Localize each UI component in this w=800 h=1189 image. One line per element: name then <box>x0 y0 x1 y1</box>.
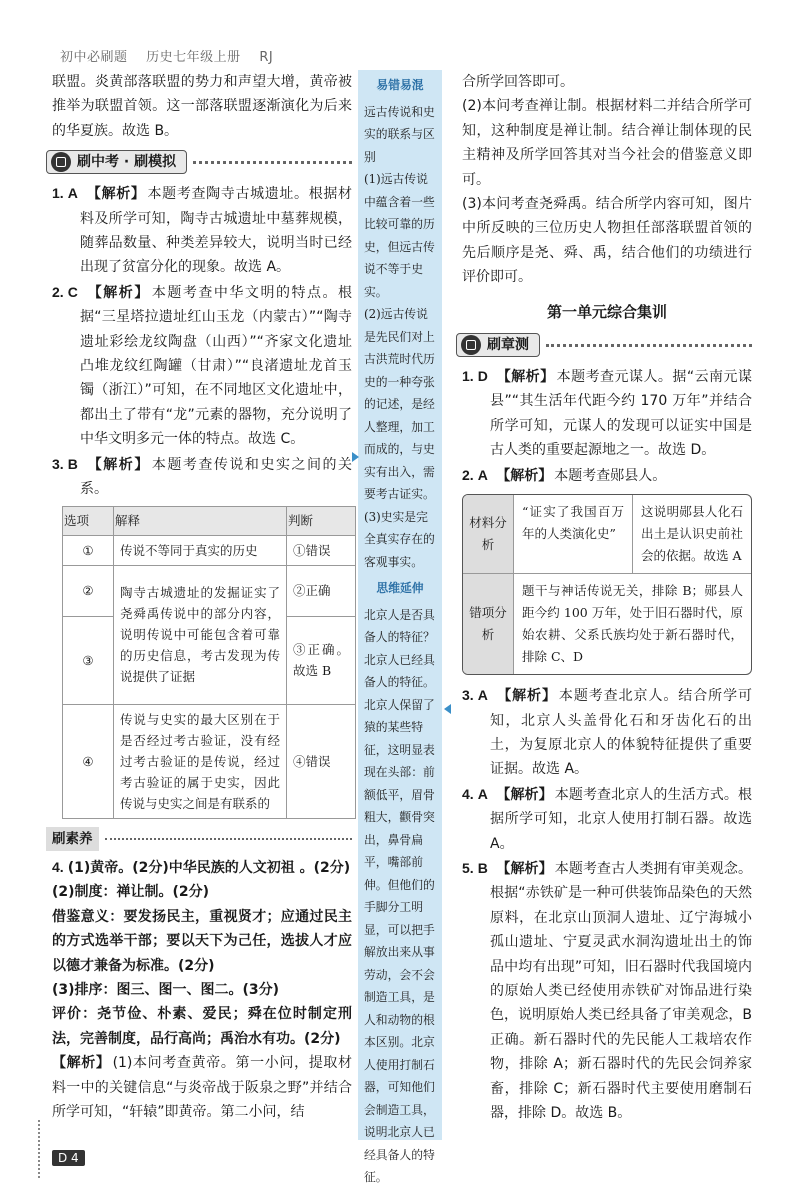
book-icon <box>461 335 481 355</box>
question-number: 3. <box>52 455 64 472</box>
book-icon <box>51 152 71 172</box>
page-header <box>60 46 287 65</box>
left-column <box>52 70 352 1124</box>
answer-item <box>52 181 352 280</box>
pointer-arrow-icon <box>352 452 359 462</box>
analysis-text: 本题考查陶寺古城遗址。根据材料及所学可知，陶寺古城遗址中墓葬规模，随葬品数量、种类差异较大，说明当时已经出现了贫富分化的现象。故选 A。 <box>80 186 353 276</box>
answer-text: 评价：尧节俭、朴素、爱民；舜在位时制定刑法，完善制度，品行高尚；禹治水有功。(2分) <box>52 1006 352 1047</box>
side-text: (1)远古传说中蕴含着一些比较可靠的历史，但远古传说不等于史实。 <box>364 172 435 299</box>
section-badge <box>46 150 187 174</box>
section-bar-zhangce <box>456 332 752 358</box>
answer-item <box>52 452 352 502</box>
answer-letter: C <box>67 283 78 300</box>
section-bar-suyang <box>46 827 352 851</box>
table-cell: 传说与史实的最大区别在于是否经过考古验证，没有经过考古验证的是传说，经过考古验证的属于史实，因此传说与史实之间是有联系的 <box>114 704 287 818</box>
analysis-text: 本题考查北京人的生活方式。根据所学可知，北京人使用打制石器。故选 A。 <box>490 786 753 852</box>
answer-letter: D <box>477 368 488 385</box>
answer-line <box>52 880 352 904</box>
analysis-text: 本题考查郧县人。 <box>554 467 667 484</box>
answer-item <box>462 782 752 856</box>
analysis-text: 本题考查中华文明的特点。根据“三星塔拉遗址红山玉龙（内蒙古）”“陶寺遗址彩绘龙纹陶盘（山西）”“齐家文化遗址凸堆龙纹红陶罐（甘肃）”“良渚遗址龙首玉镯（浙江）”可知，在不同地区文化遗址中，都出土了带有“龙”元素的器物，充分说明了中华文明多元一体的特点。故选 C。 <box>80 284 353 448</box>
side-title: 思维延伸 <box>376 581 424 595</box>
header-subject: 历史七年级上册 <box>146 50 241 65</box>
table-cell: ② <box>63 565 114 616</box>
analysis-tag: 【解析】 <box>496 467 553 484</box>
side-title: 易错易混 <box>376 78 424 92</box>
answer-item <box>462 463 752 488</box>
answer-item <box>52 855 352 880</box>
analysis-text: 本题考查传说和史实之间的关系。 <box>80 456 353 498</box>
box-row <box>463 574 751 674</box>
box-content <box>514 495 751 573</box>
box-cell: 题干与神话传说无关，排除 B；郧县人距今约 100 万年，处于旧石器时代，原始农耕、父系氏族均处于新石器时代，排除 C、D <box>522 583 743 665</box>
table-cell: ① <box>63 535 114 565</box>
table-cell: ③正确。故选 B <box>287 616 356 704</box>
answer-line <box>52 905 352 978</box>
analysis-tag: 【解析】 <box>87 456 150 473</box>
unit-title: 第一单元综合集训 <box>546 302 667 321</box>
box-cell: 这说明郧县人化石出土是认识史前社会的依据。故选 A <box>641 504 743 564</box>
answer-line <box>52 1051 352 1124</box>
answer-letter: A <box>477 785 488 802</box>
table-cell: ④ <box>63 704 114 818</box>
table-row <box>63 535 356 565</box>
table-cell: ④错误 <box>287 704 356 818</box>
table-header: 判断 <box>287 506 356 535</box>
question-number: 4. <box>52 858 64 875</box>
dotted-divider <box>193 161 352 164</box>
analysis-tag: 【解析】 <box>86 186 146 203</box>
answer-text: (2)制度：禅让制。(2分) <box>52 884 210 901</box>
side-text: (2)远古传说是先民们对上古洪荒时代历史的一种夸张的记述，是经人整理，加工而成的，与史实有出入，需要考古证实。 <box>364 307 435 501</box>
question-number: 2. <box>462 466 474 483</box>
answer-letter: A <box>477 687 488 704</box>
question-number: 1. <box>462 368 474 385</box>
answer-text: 借鉴意义：要发扬民主，重视贤才；应通过民主的方式选举干部；要以天下为己任，选拔人才应以德才兼备为标准。(2分) <box>52 908 352 974</box>
analysis-text: 本题考查北京人。结合所学可知，北京人头盖骨化石和牙齿化石的出土，为复原北京人的体貌特征提供了重要证据。故选 A。 <box>490 688 753 778</box>
analysis-text: 本题考查古人类拥有审美观念。根据“赤铁矿是一种可供装饰品染色的天然原料，在北京山顶洞人遗址、辽宁海城小孤山遗址、宁夏灵武水洞沟遗址出土的饰品中均有出现”可知，旧石器时代我国境内的原始人类已经使用赤铁矿对饰品进行染色，说明原始人类已经具备了审美观念，B 正确。新石器时代的先民能人工栽培农作物，排除 A；新石器时代的先民会饲养家畜，排除 C；新石器时代主要使用磨制石器，排除 D。故选 B。 <box>490 860 753 1121</box>
question-number: 5. <box>462 859 474 876</box>
header-book: 初中必刷题 <box>60 50 128 65</box>
question-number: 1. <box>52 185 64 202</box>
table-cell: 传说不等同于真实的历史 <box>114 535 287 565</box>
answer-line <box>52 1002 352 1051</box>
question-number: 4. <box>462 785 474 802</box>
answer-letter: A <box>477 466 488 483</box>
answer-text: (1)黄帝。(2分)中华民族的人文初祖 。(2分) <box>67 859 351 876</box>
table-cell: ②正确 <box>287 565 356 616</box>
right-text: (3)本问考查尧舜禹。结合所学内容可知，图片中所反映的三位历史人物担任部落联盟首领的先后顺序是尧、舜、禹，结合他们的功绩进行评价即可。 <box>462 196 752 286</box>
answer-line <box>52 978 352 1002</box>
analysis-box <box>462 494 752 675</box>
section-bar-zhongkao <box>46 149 352 175</box>
answer-item <box>462 683 752 782</box>
analysis-tag: 【解析】 <box>496 786 553 803</box>
analysis-tag: 【解析】 <box>496 860 553 877</box>
dotted-divider <box>105 838 353 840</box>
section-title: 刷素养 <box>46 827 99 851</box>
table-row <box>63 704 356 818</box>
section-title: 刷章测 <box>487 336 529 353</box>
page-edge-marker <box>38 1120 40 1178</box>
question-number: 3. <box>462 687 474 704</box>
answer-letter: B <box>477 859 488 876</box>
analysis-tag: 【解析】 <box>87 284 150 301</box>
analysis-tag: 【解析】 <box>496 369 555 386</box>
analysis-table <box>62 506 356 819</box>
box-row <box>463 495 751 574</box>
pointer-arrow-icon <box>444 704 451 714</box>
side-text: (3)史实是完全真实存在的客观事实。 <box>364 509 435 569</box>
table-header: 选项 <box>63 506 114 535</box>
box-label: 材料分析 <box>463 495 514 573</box>
box-label: 错项分析 <box>463 574 514 674</box>
section-title: 刷中考 · 刷模拟 <box>77 154 177 171</box>
table-cell: 陶寺古城遗址的发掘证实了尧舜禹传说中的部分内容，说明传说中可能包含着可靠的历史信息，考古发现为传说提供了证据 <box>114 565 287 704</box>
side-text: 远古传说和史实的联系与区别 <box>364 104 435 164</box>
table-cell: ①错误 <box>287 535 356 565</box>
answer-item <box>52 280 352 452</box>
answer-letter: B <box>67 455 78 472</box>
answer-text: (3)排序：图三、图一、图二。(3分) <box>52 981 280 998</box>
question-number: 2. <box>52 283 64 300</box>
page-number: D 4 <box>52 1150 85 1166</box>
section-badge <box>456 333 540 357</box>
right-text: (2)本问考查禅让制。根据材料二并结合所学可知，这种制度是禅让制。结合禅让制体现的民主精神及所学回答其对当今社会的借鉴意义即可。 <box>462 98 752 188</box>
box-cell: “证实了我国百万年的人类演化史” <box>514 495 633 573</box>
right-column <box>462 70 752 1125</box>
table-cell: ③ <box>63 616 114 704</box>
analysis-text: 本题考查元谋人。据“云南元谋县”“其生活年代距今约 170 万年”并结合所学可知，元谋人的发现可以证实中国是古人类的重要起源地之一。故选 D。 <box>490 369 752 459</box>
answer-letter: A <box>67 185 78 202</box>
answer-item <box>462 364 752 463</box>
answer-item <box>462 856 752 1125</box>
right-text: 合所学回答即可。 <box>462 74 574 90</box>
table-header: 解释 <box>114 506 287 535</box>
analysis-text: (1)本问考查黄帝。第一小问，提取材料一中的关键信息“与炎帝战于阪泉之野”并结合所学可知，“轩辕”即黄帝。第二小问，结 <box>52 1055 352 1120</box>
header-edition: RJ <box>259 50 274 65</box>
analysis-tag: 【解析】 <box>497 688 557 705</box>
side-text: 北京人是否具备人的特征？北京人已经具备人的特征。北京人保留了猿的某些特征，这明显表现在头部：前额低平，眉骨粗大，颧骨突出，鼻骨扁平，嘴部前伸。但他们的手脚分工明显，可以把手解放出来从事劳动，会不会制造工具，是人和动物的根本区别。北京人使用打制石器，可知他们会制造工具，说明北京人已经具备人的特征。 <box>364 607 435 1184</box>
analysis-tag: 【解析】 <box>52 1055 111 1072</box>
side-notes <box>358 70 442 1184</box>
left-intro: 联盟。炎黄部落联盟的势力和声望大增，黄帝被推举为联盟首领。这一部落联盟逐渐演化为后来的华夏族。故选 B。 <box>52 74 352 139</box>
dotted-divider <box>546 344 752 347</box>
table-row <box>63 565 356 616</box>
